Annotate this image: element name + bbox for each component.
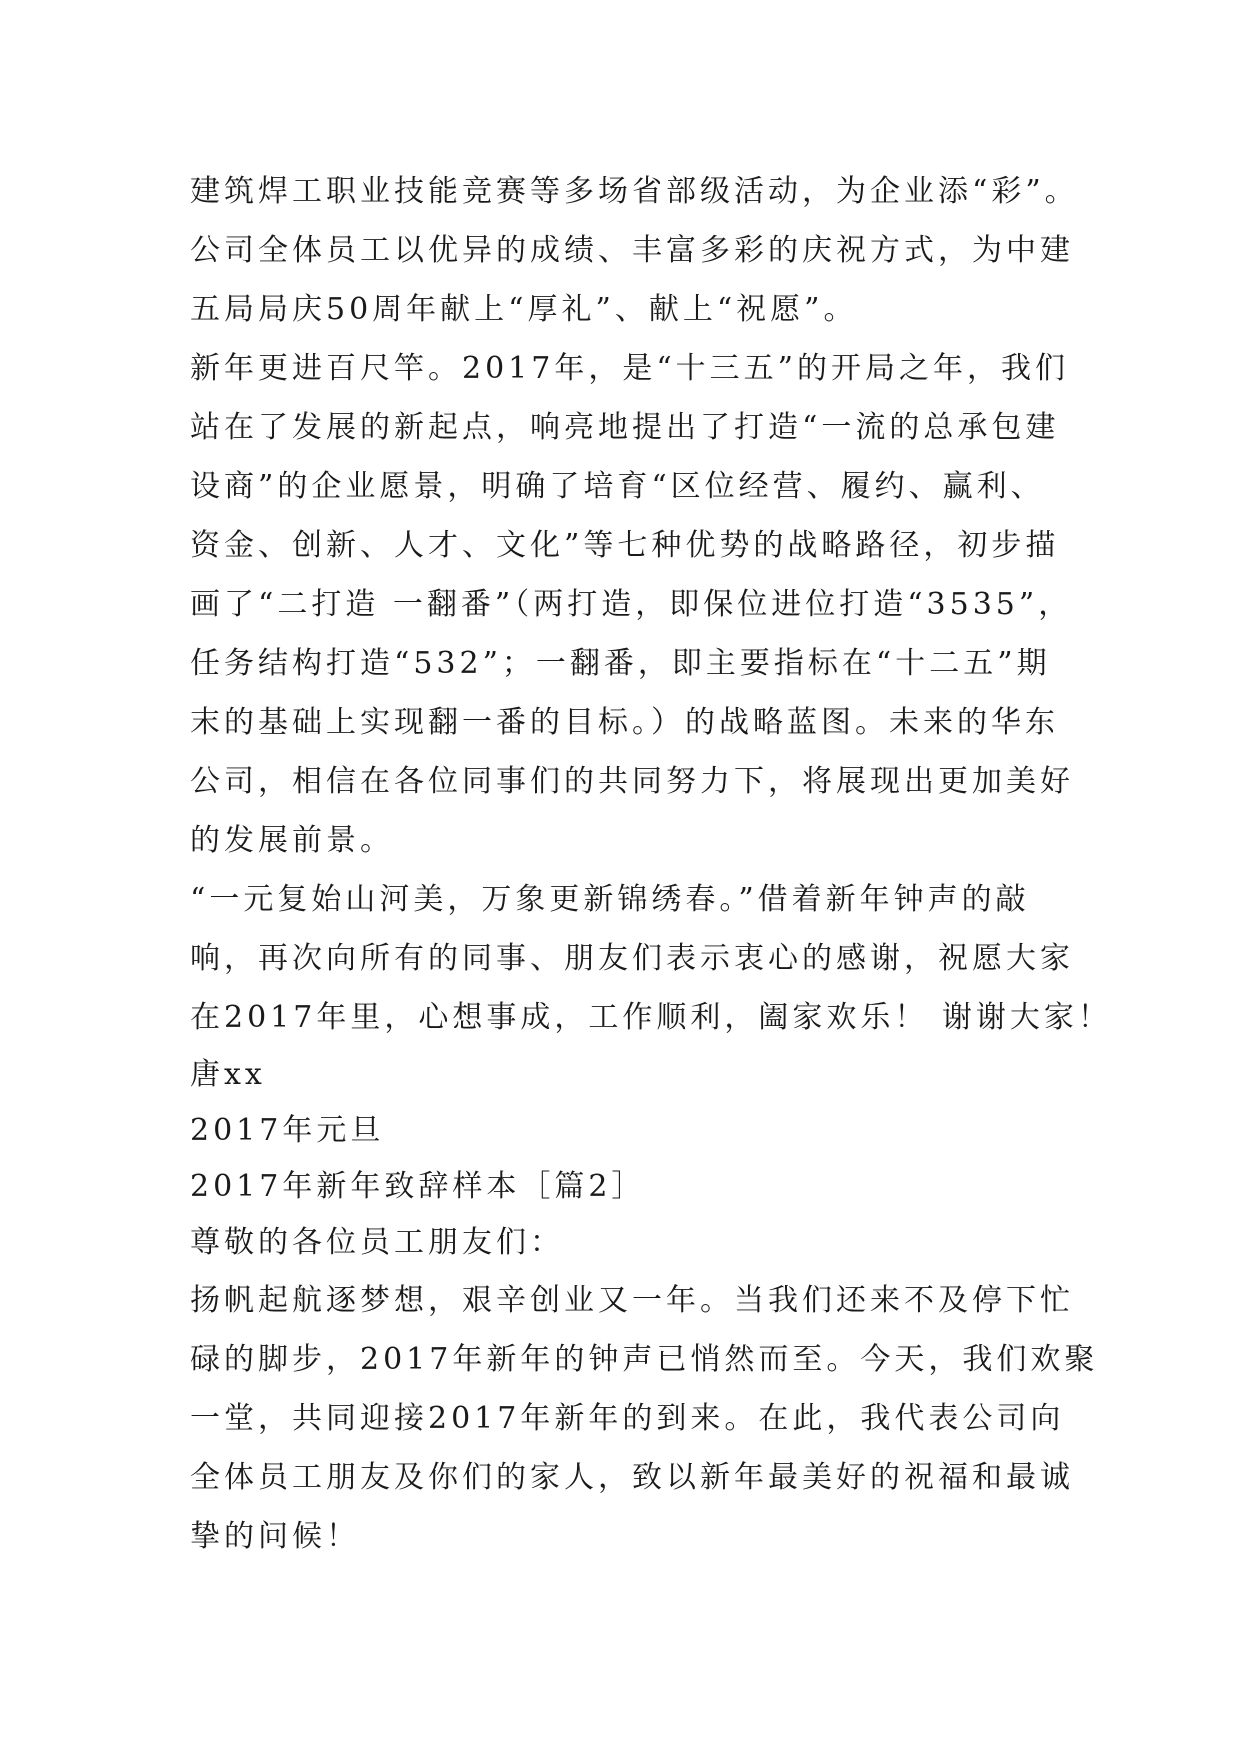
- text-line: 站在了发展的新起点，响亮地提出了打造“一流的总承包建: [190, 410, 1060, 445]
- text-line: “一元复始山河美，万象更新锦绣春。”借着新年钟声的敲: [190, 882, 1030, 917]
- text-line: 公司全体员工以优异的成绩、丰富多彩的庆祝方式，为中建: [190, 233, 1074, 268]
- document-body: [190, 162, 1112, 1566]
- text-line: 建筑焊工职业技能竞赛等多场省部级活动，为企业添“彩”。: [190, 174, 1079, 209]
- text-line: 资金、创新、人才、文化”等七种优势的战略路径，初步描: [190, 528, 1060, 563]
- text-line: 响，再次向所有的同事、朋友们表示衷心的感谢，祝愿大家: [190, 941, 1074, 976]
- text-line: 画了“二打造 一翻番”（两打造，即保位进位打造“3535”，: [190, 587, 1073, 622]
- text-line: 一堂，共同迎接2017年新年的到来。在此，我代表公司向: [190, 1401, 1065, 1436]
- salutation: 尊敬的各位员工朋友们：: [190, 1225, 564, 1260]
- text-line: 扬帆起航逐梦想，艰辛创业又一年。当我们还来不及停下忙: [190, 1283, 1074, 1318]
- text-line: 五局局庆50周年献上“厚礼”、献上“祝愿”。: [190, 292, 858, 327]
- text-line: 在2017年里，心想事成，工作顺利，阖家欢乐！ 谢谢大家！: [190, 1000, 1112, 1035]
- text-line: 设商”的企业愿景，明确了培育“区位经营、履约、赢利、: [190, 469, 1045, 504]
- text-line: 公司，相信在各位同事们的共同努力下，将展现出更加美好: [190, 764, 1074, 799]
- text-line: 末的基础上实现翻一番的目标。）的战略蓝图。未来的华东: [190, 705, 1059, 740]
- text-line: 全体员工朋友及你们的家人，致以新年最美好的祝福和最诚: [190, 1460, 1074, 1495]
- signature-date: 2017年元旦: [190, 1113, 385, 1148]
- text-line: 碌的脚步，2017年新年的钟声已悄然而至。今天，我们欢聚: [190, 1342, 1099, 1377]
- text-line: 的发展前景。: [190, 823, 394, 858]
- section-title: 2017年新年致辞样本［篇2］: [190, 1169, 646, 1204]
- text-line: 新年更进百尺竿。2017年，是“十三五”的开局之年，我们: [190, 351, 1070, 386]
- text-line: 挚的问候！: [190, 1519, 360, 1554]
- signature-name: 唐xx: [190, 1057, 266, 1092]
- text-line: 任务结构打造“532”；一翻番，即主要指标在“十二五”期: [190, 646, 1051, 681]
